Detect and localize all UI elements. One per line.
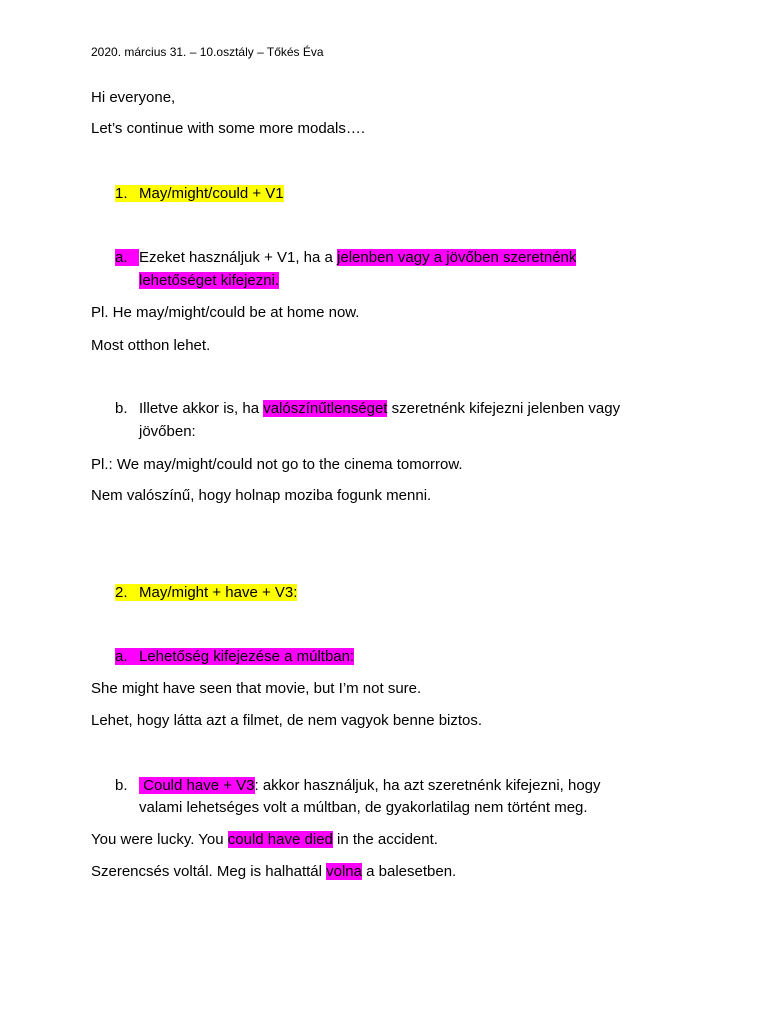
section-1-example-a-en: Pl. He may/might/could be at home now. xyxy=(91,304,360,321)
section-2-item-b-line-2: valami lehetséges volt a múltban, de gyakorlatilag nem történt meg. xyxy=(139,799,588,816)
section-2-heading xyxy=(115,583,297,603)
section-2-item-b-highlight: Could have + V3 xyxy=(139,777,255,794)
section-2-item-a-text: Lehetőség kifejezése a múltban: xyxy=(139,648,355,665)
section-2-highlight xyxy=(115,584,297,601)
section-2-item-b-letter: b. xyxy=(115,777,128,794)
example-b-en-highlight: could have died xyxy=(227,831,333,848)
intro-text: Let’s continue with some more modals…. xyxy=(91,120,366,137)
section-2-example-b-hu xyxy=(91,862,456,882)
section-2-example-b-en xyxy=(91,830,438,850)
document-header: 2020. március 31. – 10.osztály – Tőkés Éva xyxy=(91,45,324,59)
greeting: Hi everyone, xyxy=(91,89,176,106)
section-1-item-b-text-before: Illetve akkor is, ha xyxy=(139,400,264,417)
section-1-item-b-text-after: szeretnénk kifejezni jelenben vagy xyxy=(387,400,621,417)
section-2-item-a xyxy=(115,647,354,667)
example-b-hu-highlight: volna xyxy=(326,863,362,880)
example-b-en-after: in the accident. xyxy=(332,831,438,848)
section-1-item-a-highlight-1: jelenben vagy a jövőben szeretnénk xyxy=(337,249,577,266)
section-1-item-b-letter: b. xyxy=(115,400,128,417)
section-2-item-b-line-1 xyxy=(115,776,601,796)
section-1-heading xyxy=(115,184,284,204)
section-2-example-a-hu: Lehet, hogy látta azt a filmet, de nem vagyok benne biztos. xyxy=(91,712,483,729)
section-2-item-a-highlight xyxy=(115,648,354,665)
section-1-highlight xyxy=(115,185,284,202)
section-1-example-b-hu: Nem valószínű, hogy holnap moziba fogunk menni. xyxy=(91,487,432,504)
example-b-hu-after: a balesetben. xyxy=(361,863,457,880)
item-letter: a. xyxy=(115,249,128,266)
section-1-item-b-line-1 xyxy=(115,399,620,419)
section-2-example-a-en: She might have seen that movie, but I’m not sure. xyxy=(91,680,422,697)
section-1-item-a-line-1 xyxy=(115,248,576,268)
section-1-example-a-hu: Most otthon lehet. xyxy=(91,337,211,354)
section-1-item-a-text: Ezeket használjuk + V1, ha a xyxy=(139,249,338,266)
example-b-en-before: You were lucky. You xyxy=(91,831,228,848)
section-1-item-b-line-2: jövőben: xyxy=(139,423,196,440)
section-2-title: May/might + have + V3: xyxy=(139,584,298,601)
section-2-item-a-letter: a. xyxy=(115,648,128,665)
section-1-item-a-highlight-2: lehetőséget kifejezni. xyxy=(139,272,280,289)
section-1-title: May/might/could + V1 xyxy=(139,185,284,202)
section-1-item-a-line-2 xyxy=(139,271,279,291)
section-1-example-b-en: Pl.: We may/might/could not go to the cinema tomorrow. xyxy=(91,456,463,473)
section-1-number: 1. xyxy=(115,185,128,202)
section-1-item-a-letter xyxy=(115,249,139,266)
section-2-item-b-text-after: : akkor használjuk, ha azt szeretnénk kifejezni, hogy xyxy=(254,777,601,794)
example-b-hu-before: Szerencsés voltál. Meg is halhattál xyxy=(91,863,327,880)
section-1-item-b-highlight: valószínűtlenséget xyxy=(263,400,388,417)
section-2-number: 2. xyxy=(115,584,128,601)
